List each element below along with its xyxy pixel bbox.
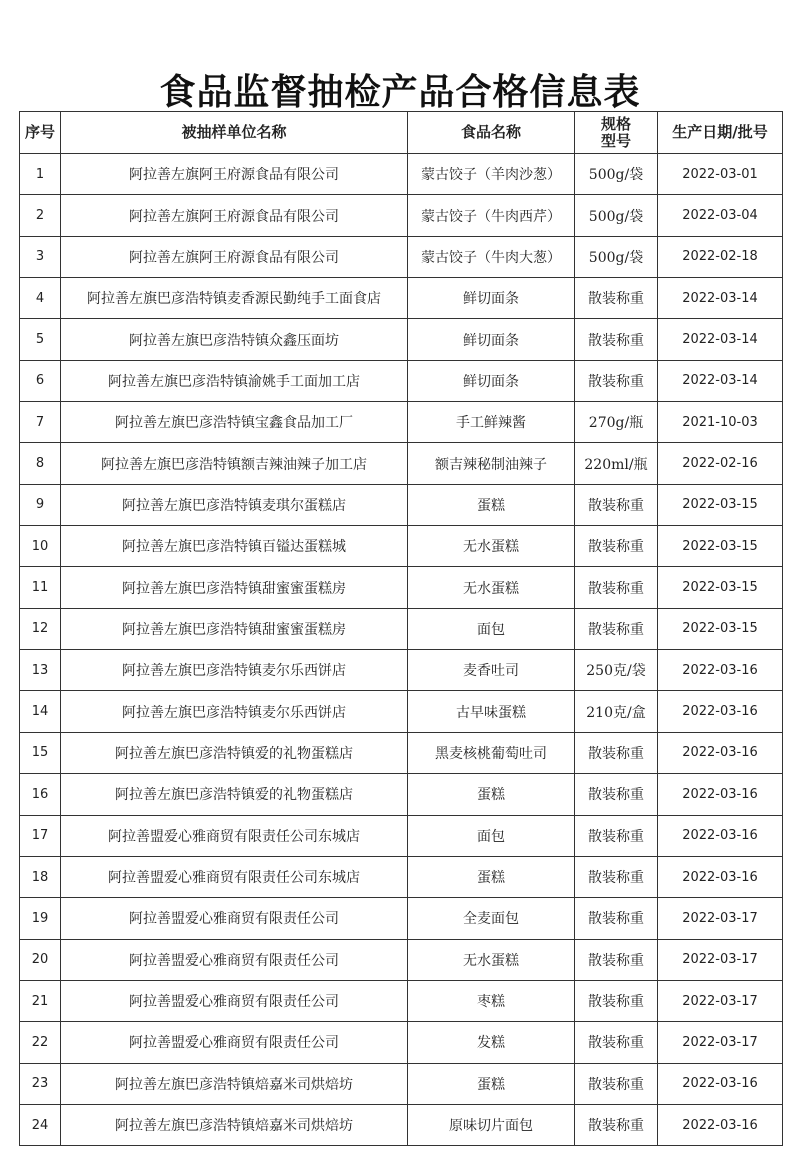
cell-production-date: 2022-03-16 xyxy=(658,691,783,732)
header-production-date: 生产日期/批号 xyxy=(658,112,783,154)
cell-production-date: 2022-03-14 xyxy=(658,319,783,360)
cell-production-date: 2022-03-16 xyxy=(658,1104,783,1145)
table-row xyxy=(20,236,783,277)
cell-unit-name: 阿拉善左旗阿王府源食品有限公司 xyxy=(61,154,408,195)
cell-food-name: 古早味蛋糕 xyxy=(408,691,575,732)
cell-index: 18 xyxy=(20,856,61,897)
cell-spec: 散装称重 xyxy=(575,1022,658,1063)
cell-production-date: 2022-02-16 xyxy=(658,443,783,484)
cell-unit-name: 阿拉善左旗巴彦浩特镇麦香源民勤纯手工面食店 xyxy=(61,278,408,319)
cell-index: 5 xyxy=(20,319,61,360)
table-row xyxy=(20,691,783,732)
cell-index: 6 xyxy=(20,360,61,401)
cell-food-name: 蛋糕 xyxy=(408,1063,575,1104)
cell-unit-name: 阿拉善左旗巴彦浩特镇众鑫压面坊 xyxy=(61,319,408,360)
cell-spec: 散装称重 xyxy=(575,484,658,525)
header-spec xyxy=(575,112,658,154)
cell-production-date: 2022-03-16 xyxy=(658,650,783,691)
cell-food-name: 面包 xyxy=(408,815,575,856)
table-row xyxy=(20,732,783,773)
table-row xyxy=(20,1104,783,1145)
cell-food-name: 面包 xyxy=(408,608,575,649)
cell-food-name: 蛋糕 xyxy=(408,484,575,525)
cell-index: 4 xyxy=(20,278,61,319)
cell-food-name: 无水蛋糕 xyxy=(408,939,575,980)
cell-spec: 散装称重 xyxy=(575,1063,658,1104)
cell-unit-name: 阿拉善左旗巴彦浩特镇麦尔乐西饼店 xyxy=(61,650,408,691)
cell-index: 16 xyxy=(20,774,61,815)
cell-spec: 500g/袋 xyxy=(575,236,658,277)
cell-unit-name: 阿拉善左旗阿王府源食品有限公司 xyxy=(61,195,408,236)
table-row xyxy=(20,898,783,939)
cell-spec: 散装称重 xyxy=(575,608,658,649)
cell-index: 17 xyxy=(20,815,61,856)
cell-index: 23 xyxy=(20,1063,61,1104)
cell-unit-name: 阿拉善左旗巴彦浩特镇百镒达蛋糕城 xyxy=(61,526,408,567)
cell-food-name: 蛋糕 xyxy=(408,774,575,815)
cell-index: 7 xyxy=(20,402,61,443)
cell-production-date: 2022-03-15 xyxy=(658,526,783,567)
table-row xyxy=(20,443,783,484)
header-spec-line1: 规格 xyxy=(600,114,631,133)
table-row xyxy=(20,278,783,319)
cell-production-date: 2022-03-16 xyxy=(658,1063,783,1104)
document-title: 食品监督抽检产品合格信息表 xyxy=(159,72,641,113)
cell-food-name: 原味切片面包 xyxy=(408,1104,575,1145)
cell-production-date: 2022-03-04 xyxy=(658,195,783,236)
cell-index: 2 xyxy=(20,195,61,236)
cell-spec: 220ml/瓶 xyxy=(575,443,658,484)
cell-production-date: 2022-03-14 xyxy=(658,278,783,319)
table-row xyxy=(20,856,783,897)
inspection-table xyxy=(19,111,783,1146)
cell-food-name: 无水蛋糕 xyxy=(408,567,575,608)
cell-food-name: 黑麦核桃葡萄吐司 xyxy=(408,732,575,773)
cell-index: 14 xyxy=(20,691,61,732)
cell-unit-name: 阿拉善盟爱心雅商贸有限责任公司东城店 xyxy=(61,815,408,856)
cell-unit-name: 阿拉善左旗巴彦浩特镇额吉辣油辣子加工店 xyxy=(61,443,408,484)
cell-spec: 散装称重 xyxy=(575,1104,658,1145)
table-row xyxy=(20,319,783,360)
cell-spec: 散装称重 xyxy=(575,526,658,567)
cell-index: 12 xyxy=(20,608,61,649)
cell-spec: 散装称重 xyxy=(575,278,658,319)
table-row xyxy=(20,815,783,856)
cell-production-date: 2022-03-15 xyxy=(658,484,783,525)
cell-unit-name: 阿拉善左旗巴彦浩特镇甜蜜蜜蛋糕房 xyxy=(61,608,408,649)
cell-food-name: 发糕 xyxy=(408,1022,575,1063)
table-row xyxy=(20,567,783,608)
cell-unit-name: 阿拉善左旗巴彦浩特镇焙嘉米司烘焙坊 xyxy=(61,1063,408,1104)
table-header-row xyxy=(20,112,783,154)
cell-index: 8 xyxy=(20,443,61,484)
cell-food-name: 额吉辣秘制油辣子 xyxy=(408,443,575,484)
cell-production-date: 2022-02-18 xyxy=(658,236,783,277)
cell-unit-name: 阿拉善盟爱心雅商贸有限责任公司 xyxy=(61,980,408,1021)
cell-production-date: 2021-10-03 xyxy=(658,402,783,443)
table-row xyxy=(20,154,783,195)
table-row xyxy=(20,1022,783,1063)
table-row xyxy=(20,608,783,649)
table-row xyxy=(20,360,783,401)
header-spec-line2: 型号 xyxy=(600,131,631,150)
cell-food-name: 枣糕 xyxy=(408,980,575,1021)
cell-spec: 210克/盒 xyxy=(575,691,658,732)
cell-food-name: 鲜切面条 xyxy=(408,360,575,401)
cell-production-date: 2022-03-17 xyxy=(658,1022,783,1063)
cell-index: 1 xyxy=(20,154,61,195)
cell-production-date: 2022-03-17 xyxy=(658,980,783,1021)
cell-spec: 散装称重 xyxy=(575,856,658,897)
cell-spec: 散装称重 xyxy=(575,774,658,815)
cell-production-date: 2022-03-15 xyxy=(658,608,783,649)
table-row xyxy=(20,484,783,525)
header-unit-name: 被抽样单位名称 xyxy=(61,112,408,154)
cell-unit-name: 阿拉善左旗巴彦浩特镇宝鑫食品加工厂 xyxy=(61,402,408,443)
cell-production-date: 2022-03-14 xyxy=(658,360,783,401)
cell-production-date: 2022-03-17 xyxy=(658,939,783,980)
cell-food-name: 蒙古饺子（羊肉沙葱） xyxy=(408,154,575,195)
cell-spec: 散装称重 xyxy=(575,360,658,401)
cell-index: 21 xyxy=(20,980,61,1021)
cell-production-date: 2022-03-16 xyxy=(658,732,783,773)
table-row xyxy=(20,774,783,815)
cell-index: 11 xyxy=(20,567,61,608)
cell-spec: 500g/袋 xyxy=(575,154,658,195)
header-food-name: 食品名称 xyxy=(408,112,575,154)
cell-food-name: 手工鲜辣酱 xyxy=(408,402,575,443)
cell-unit-name: 阿拉善左旗巴彦浩特镇麦尔乐西饼店 xyxy=(61,691,408,732)
table-row xyxy=(20,1063,783,1104)
cell-spec: 散装称重 xyxy=(575,319,658,360)
cell-spec: 散装称重 xyxy=(575,939,658,980)
cell-food-name: 蒙古饺子（牛肉西芹） xyxy=(408,195,575,236)
cell-food-name: 鲜切面条 xyxy=(408,319,575,360)
cell-production-date: 2022-03-16 xyxy=(658,774,783,815)
cell-spec: 500g/袋 xyxy=(575,195,658,236)
cell-spec: 散装称重 xyxy=(575,980,658,1021)
cell-unit-name: 阿拉善左旗阿王府源食品有限公司 xyxy=(61,236,408,277)
cell-production-date: 2022-03-16 xyxy=(658,815,783,856)
table-row xyxy=(20,650,783,691)
cell-unit-name: 阿拉善盟爱心雅商贸有限责任公司 xyxy=(61,1022,408,1063)
cell-food-name: 无水蛋糕 xyxy=(408,526,575,567)
cell-spec: 散装称重 xyxy=(575,567,658,608)
cell-production-date: 2022-03-15 xyxy=(658,567,783,608)
cell-production-date: 2022-03-16 xyxy=(658,856,783,897)
cell-index: 15 xyxy=(20,732,61,773)
cell-unit-name: 阿拉善左旗巴彦浩特镇甜蜜蜜蛋糕房 xyxy=(61,567,408,608)
cell-food-name: 蛋糕 xyxy=(408,856,575,897)
cell-unit-name: 阿拉善左旗巴彦浩特镇渝姚手工面加工店 xyxy=(61,360,408,401)
cell-unit-name: 阿拉善盟爱心雅商贸有限责任公司东城店 xyxy=(61,856,408,897)
cell-unit-name: 阿拉善盟爱心雅商贸有限责任公司 xyxy=(61,898,408,939)
cell-index: 3 xyxy=(20,236,61,277)
cell-spec: 散装称重 xyxy=(575,815,658,856)
cell-spec: 270g/瓶 xyxy=(575,402,658,443)
cell-unit-name: 阿拉善左旗巴彦浩特镇焙嘉米司烘焙坊 xyxy=(61,1104,408,1145)
cell-spec: 250克/袋 xyxy=(575,650,658,691)
cell-index: 22 xyxy=(20,1022,61,1063)
cell-food-name: 麦香吐司 xyxy=(408,650,575,691)
cell-unit-name: 阿拉善左旗巴彦浩特镇爱的礼物蛋糕店 xyxy=(61,732,408,773)
cell-index: 24 xyxy=(20,1104,61,1145)
cell-food-name: 鲜切面条 xyxy=(408,278,575,319)
table-row xyxy=(20,195,783,236)
cell-unit-name: 阿拉善左旗巴彦浩特镇麦琪尔蛋糕店 xyxy=(61,484,408,525)
cell-unit-name: 阿拉善盟爱心雅商贸有限责任公司 xyxy=(61,939,408,980)
cell-index: 10 xyxy=(20,526,61,567)
cell-production-date: 2022-03-01 xyxy=(658,154,783,195)
cell-production-date: 2022-03-17 xyxy=(658,898,783,939)
cell-unit-name: 阿拉善左旗巴彦浩特镇爱的礼物蛋糕店 xyxy=(61,774,408,815)
cell-food-name: 全麦面包 xyxy=(408,898,575,939)
table-row xyxy=(20,939,783,980)
cell-index: 9 xyxy=(20,484,61,525)
cell-index: 20 xyxy=(20,939,61,980)
table-row xyxy=(20,526,783,567)
table-body xyxy=(20,154,783,1146)
table-row xyxy=(20,402,783,443)
cell-index: 19 xyxy=(20,898,61,939)
cell-spec: 散装称重 xyxy=(575,898,658,939)
table-row xyxy=(20,980,783,1021)
cell-spec: 散装称重 xyxy=(575,732,658,773)
cell-food-name: 蒙古饺子（牛肉大葱） xyxy=(408,236,575,277)
header-index: 序号 xyxy=(20,112,61,154)
cell-index: 13 xyxy=(20,650,61,691)
